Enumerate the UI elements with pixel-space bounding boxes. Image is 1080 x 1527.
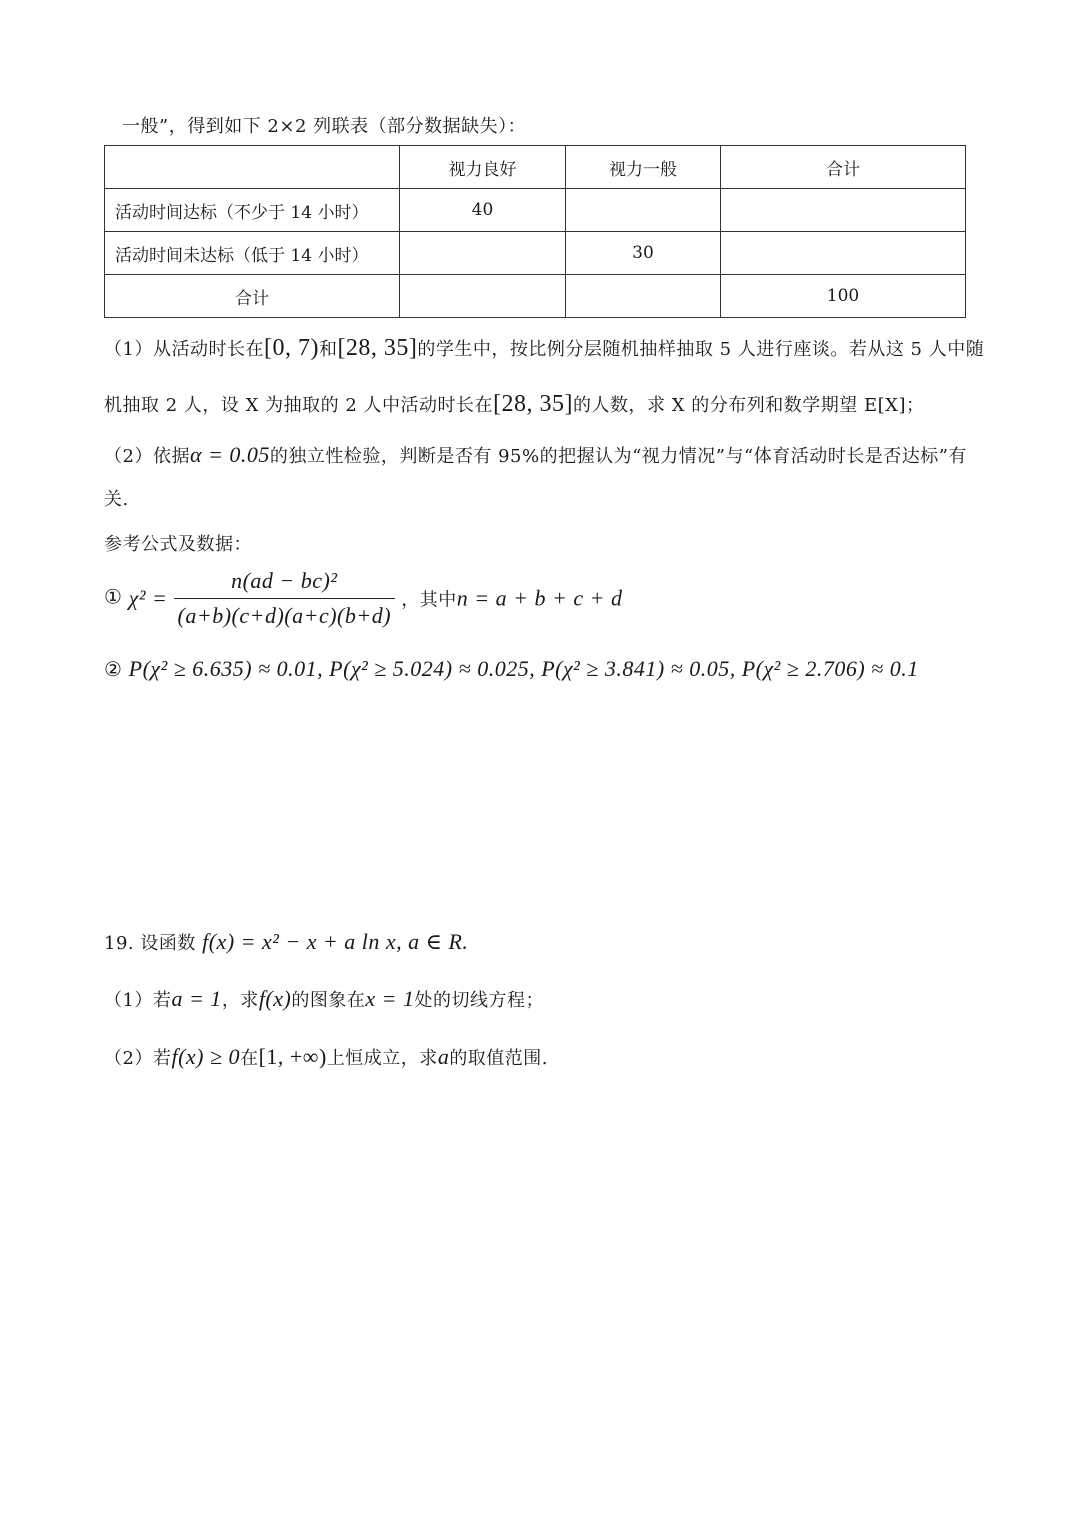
- formula-2-marker: ②: [104, 657, 123, 681]
- table-cell: 活动时间未达标（低于 14 小时）: [105, 232, 400, 275]
- q1-line2b: 的人数，求 X 的分布列和数学期望 E[X]；: [573, 395, 925, 416]
- contingency-table: [104, 145, 966, 318]
- p1-end: 处的切线方程；: [414, 990, 544, 1011]
- formula-1-n-def: n = a + b + c + d: [456, 585, 623, 611]
- table-row: [105, 232, 966, 275]
- p2-mid: 在: [240, 1048, 259, 1069]
- p1-fx: f(x): [258, 986, 292, 1011]
- table-cell: 合计: [105, 275, 400, 318]
- problem-19-part-1: [104, 986, 544, 1012]
- table-cell: 40: [400, 189, 566, 232]
- formula-1-numerator: n(ad − bc)²: [174, 568, 396, 599]
- table-header-row: [105, 146, 966, 189]
- formula-1-where: ，其中: [401, 589, 457, 611]
- q1-and: 和: [318, 339, 338, 360]
- table-header-cell: [105, 146, 400, 189]
- formula-1-marker: ①: [104, 584, 123, 609]
- table-cell: [566, 189, 721, 232]
- table-cell: 100: [721, 275, 966, 318]
- problem-19-intro: 设函数: [140, 933, 196, 954]
- problem-19-part-2: [104, 1044, 548, 1070]
- table-header-cell: 合计: [721, 146, 966, 189]
- table-cell: [721, 189, 966, 232]
- formula-1: [104, 568, 622, 629]
- formula-2: [104, 656, 919, 682]
- p1-condition: a = 1: [171, 986, 222, 1011]
- question-2-line-2: 关.: [104, 489, 129, 510]
- problem-19-function: f(x) = x² − x + a ln x, a ∈ R.: [202, 929, 469, 954]
- p2-mid2: 上恒成立，求: [326, 1048, 438, 1069]
- p2-inequality: f(x) ≥ 0: [171, 1044, 241, 1069]
- table-cell: 活动时间达标（不少于 14 小时）: [105, 189, 400, 232]
- question-2-line-1: [104, 442, 967, 468]
- p2-var: a: [437, 1044, 450, 1069]
- table-header-cell: 视力良好: [400, 146, 566, 189]
- q1-interval-1: [0, 7): [263, 335, 319, 361]
- table-row: [105, 275, 966, 318]
- problem-19-heading: [104, 929, 468, 955]
- table-cell: [400, 275, 566, 318]
- p1-mid2: 的图象在: [291, 990, 366, 1011]
- formula-1-lhs: χ² =: [128, 585, 168, 611]
- table-cell: 30: [566, 232, 721, 275]
- table-cell: [721, 232, 966, 275]
- q1-cont: 的学生中，按比例分层随机抽样抽取 5 人进行座谈。若从这 5 人中随: [417, 339, 985, 360]
- p1-mid: ，求: [221, 990, 259, 1011]
- formula-1-denominator: (a+b)(c+d)(a+c)(b+d): [177, 603, 392, 628]
- q2-cont: 的独立性检验，判断是否有 95%的把握认为“视力情况”与“体育活动时长是否达标”有: [269, 446, 967, 467]
- q1-interval-3: [28, 35]: [493, 391, 574, 417]
- q1-interval-2: [28, 35]: [337, 335, 418, 361]
- p1-label: （1）若: [104, 990, 172, 1011]
- question-1-line-2: [104, 391, 925, 418]
- p2-interval: [1, +∞): [258, 1044, 327, 1069]
- p1-point: x = 1: [365, 986, 415, 1011]
- q1-label: （1）从活动时长在: [104, 339, 264, 360]
- reference-title: 参考公式及数据：: [104, 534, 252, 555]
- table-cell: [400, 232, 566, 275]
- q1-line2a: 机抽取 2 人，设 X 为抽取的 2 人中活动时长在: [104, 395, 494, 416]
- table-row: [105, 189, 966, 232]
- table-cell: [566, 275, 721, 318]
- table-header-cell: 视力一般: [566, 146, 721, 189]
- problem-19-number: 19.: [104, 933, 135, 954]
- q2-alpha: α = 0.05: [189, 442, 270, 467]
- formula-2-text: P(χ² ≥ 6.635) ≈ 0.01, P(χ² ≥ 5.024) ≈ 0.025, P(χ² ≥ 3.841) ≈ 0.05, P(χ² ≥ 2.706) ≈ 0.1: [128, 656, 919, 681]
- p2-end: 的取值范围.: [449, 1048, 549, 1069]
- formula-1-fraction: [174, 568, 396, 629]
- p2-label: （2）若: [104, 1048, 172, 1069]
- question-1-line-1: [104, 335, 984, 362]
- intro-line: 一般”，得到如下 2×2 列联表（部分数据缺失）：: [122, 116, 527, 137]
- q2-label: （2）依据: [104, 446, 190, 467]
